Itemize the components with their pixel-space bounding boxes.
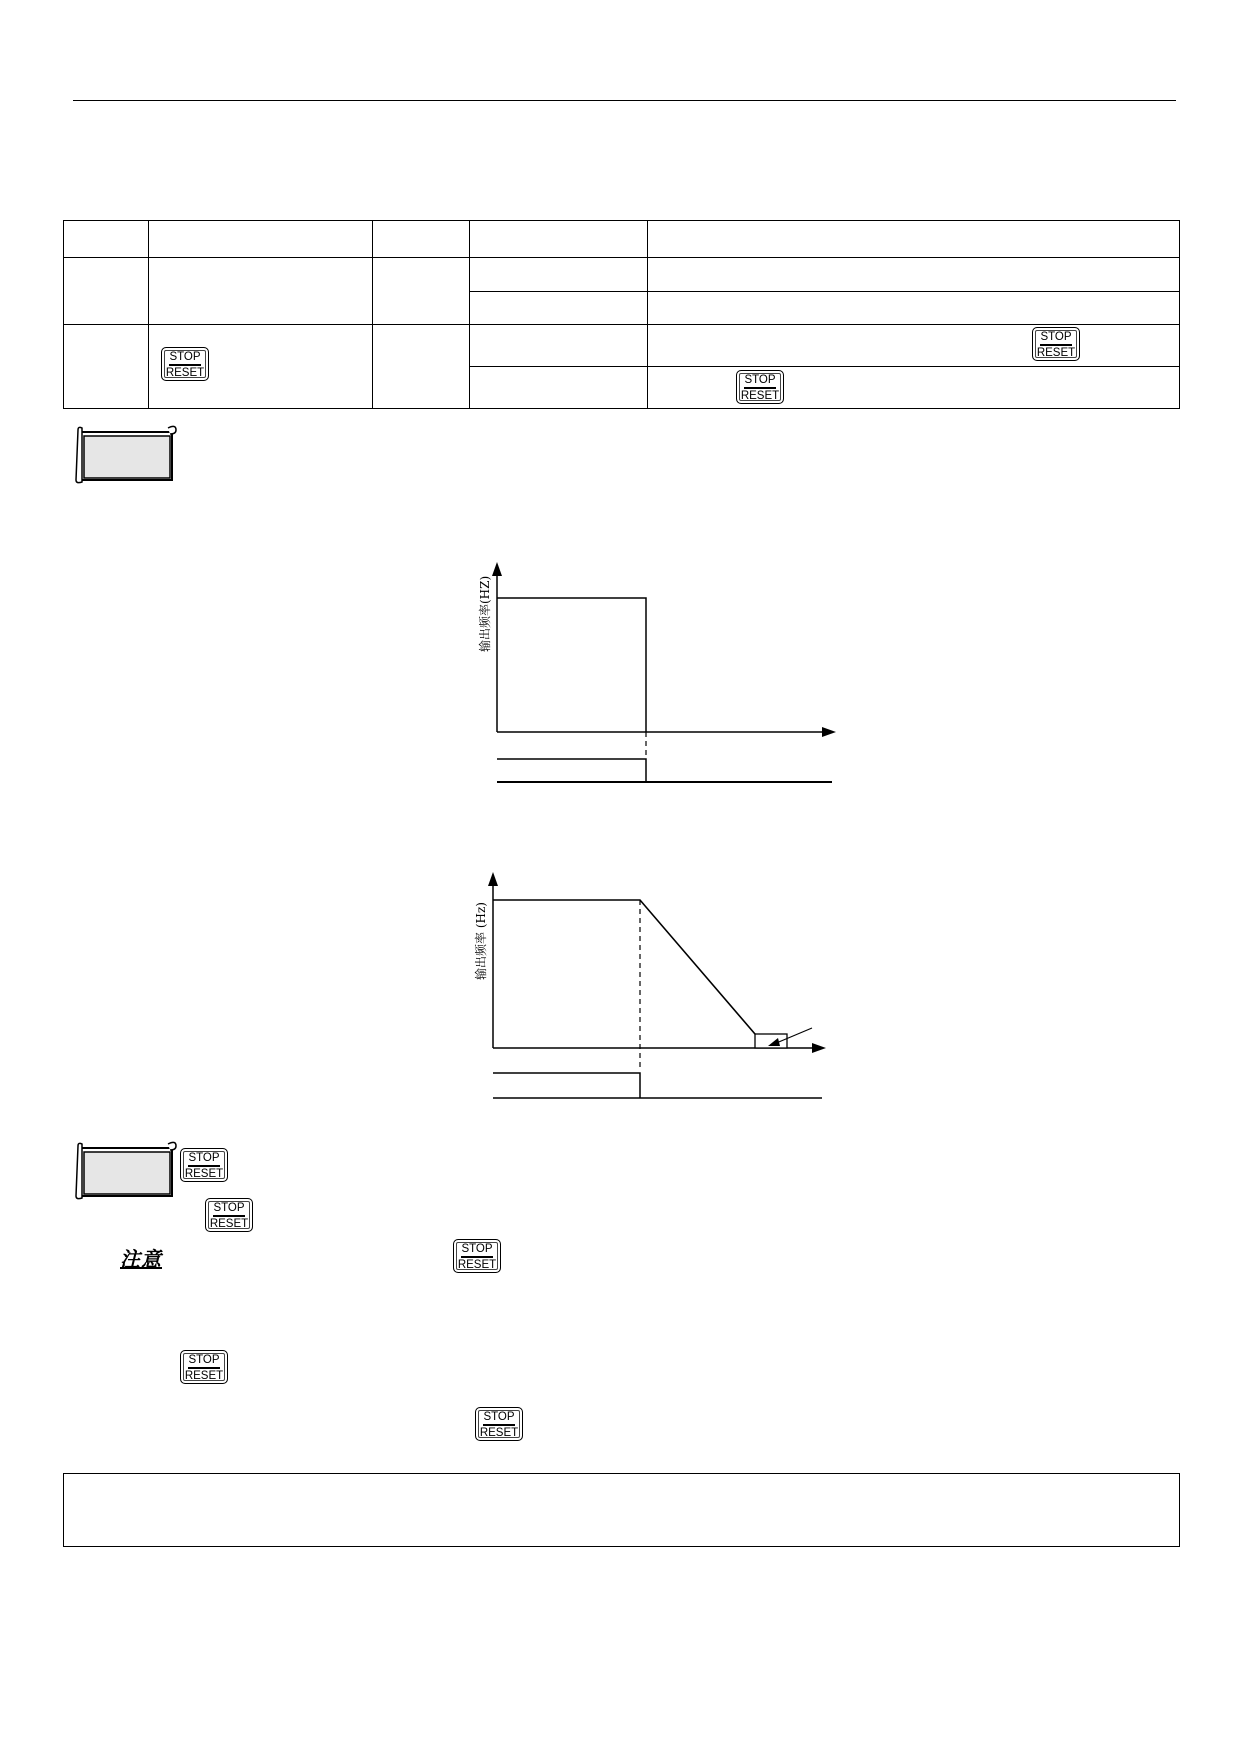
- table-cell: [373, 325, 470, 409]
- stop-reset-key-icon: STOP RESET: [1032, 327, 1080, 361]
- stop-reset-key-icon: STOP RESET: [475, 1407, 523, 1441]
- table-cell: [648, 325, 1180, 367]
- stop-reset-key-icon: STOP RESET: [736, 370, 784, 404]
- table-header-cell: [470, 221, 648, 258]
- free-stop-diagram: [470, 560, 840, 790]
- table-cell: [373, 258, 470, 325]
- table-row: [64, 325, 1180, 367]
- table-row: [64, 258, 1180, 292]
- table-header-cell: [149, 221, 373, 258]
- table-header-cell: [373, 221, 470, 258]
- stop-reset-key-icon: STOP RESET: [453, 1239, 501, 1273]
- table-header-cell: [64, 221, 149, 258]
- stop-reset-key-icon: STOP RESET: [180, 1148, 228, 1182]
- note-scroll-icon: [72, 424, 180, 486]
- table-cell: [470, 292, 648, 325]
- decel-stop-diagram: [470, 868, 830, 1108]
- parameter-table: [63, 220, 1180, 409]
- warning-label: 注意: [120, 1247, 162, 1271]
- table-cell: [149, 325, 373, 409]
- stop-reset-key-icon: STOP RESET: [180, 1350, 228, 1384]
- header-rule: [73, 100, 1176, 101]
- note-scroll-icon: [72, 1140, 180, 1202]
- table-cell: [64, 258, 149, 325]
- bottom-note-box: [63, 1473, 1180, 1547]
- table-cell: [648, 292, 1180, 325]
- stop-reset-key-icon: STOP RESET: [205, 1198, 253, 1232]
- table-header-cell: [648, 221, 1180, 258]
- table-cell: [64, 325, 149, 409]
- table-cell: [470, 367, 648, 409]
- table-cell: [648, 367, 1180, 409]
- table-header-row: [64, 221, 1180, 258]
- table-cell: [149, 258, 373, 325]
- y-axis-label: 输出频率 (Hz): [474, 902, 488, 980]
- table-cell: [470, 258, 648, 292]
- y-axis-label: 输出频率(HZ): [478, 575, 492, 652]
- table-cell: [648, 258, 1180, 292]
- table-cell: [470, 325, 648, 367]
- stop-reset-key-icon: STOP RESET: [161, 347, 209, 381]
